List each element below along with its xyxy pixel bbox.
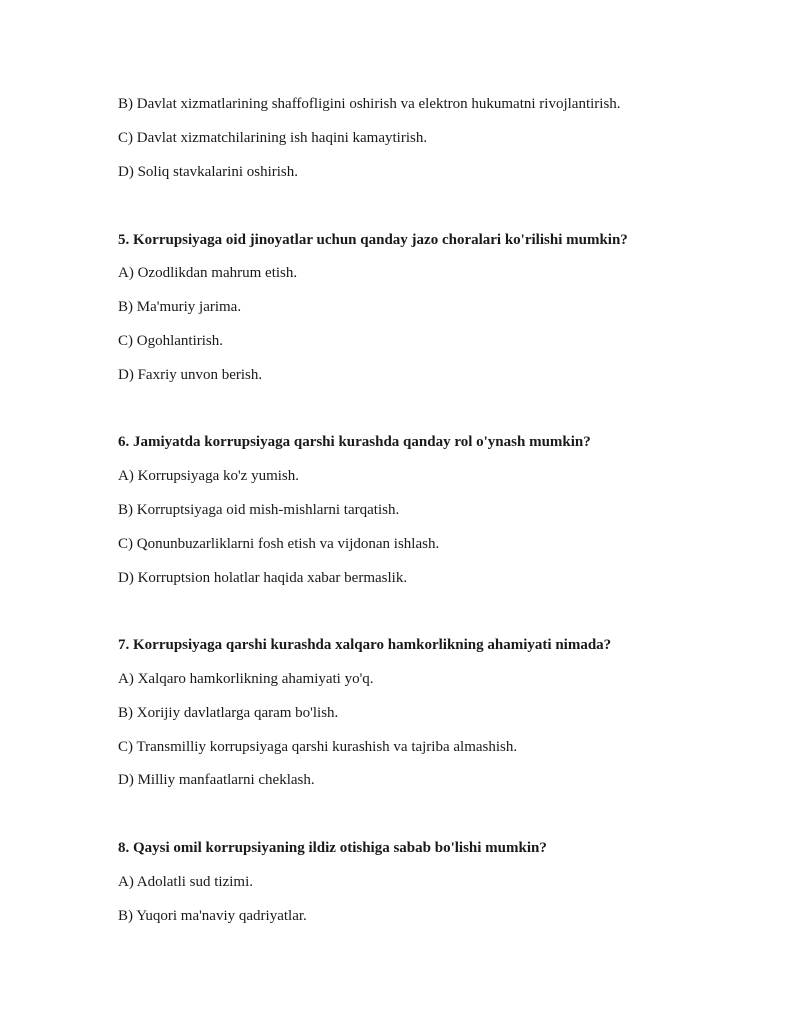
- option-4d: D) Soliq stavkalarini oshirish.: [118, 164, 298, 180]
- option-4c: C) Davlat xizmatchilarining ish haqini kamaytirish.: [118, 130, 428, 146]
- option-8b: B) Yuqori ma'naviy qadriyatlar.: [118, 908, 307, 924]
- option-6c: C) Qonunbuzarliklarni fosh etish va vijdonan ishlash.: [118, 536, 440, 552]
- option-8a: A) Adolatli sud tizimi.: [118, 874, 253, 890]
- question-8: 8. Qaysi omil korrupsiyaning ildiz otishiga sabab bo'lishi mumkin?: [118, 840, 547, 856]
- option-5a: A) Ozodlikdan mahrum etish.: [118, 265, 298, 281]
- option-5d: D) Faxriy unvon berish.: [118, 367, 263, 383]
- option-6d: D) Korruptsion holatlar haqida xabar bermaslik.: [118, 570, 408, 586]
- option-5b: B) Ma'muriy jarima.: [118, 299, 242, 315]
- option-6b: B) Korruptsiyaga oid mish-mishlarni tarqatish.: [118, 502, 400, 518]
- option-5c: C) Ogohlantirish.: [118, 333, 223, 349]
- option-4b: B) Davlat xizmatlarining shaffofligini oshirish va elektron hukumatni rivojlantirish.: [118, 96, 621, 112]
- option-7a: A) Xalqaro hamkorlikning ahamiyati yo'q.: [118, 671, 374, 687]
- option-7c: C) Transmilliy korrupsiyaga qarshi kurashish va tajriba almashish.: [118, 739, 518, 755]
- question-5: 5. Korrupsiyaga oid jinoyatlar uchun qanday jazo choralari ko'rilishi mumkin?: [118, 232, 628, 248]
- option-7d: D) Milliy manfaatlarni cheklash.: [118, 772, 315, 788]
- option-7b: B) Xorijiy davlatlarga qaram bo'lish.: [118, 705, 339, 721]
- question-7: 7. Korrupsiyaga qarshi kurashda xalqaro hamkorlikning ahamiyati nimada?: [118, 637, 612, 653]
- option-6a: A) Korrupsiyaga ko'z yumish.: [118, 468, 300, 484]
- question-6: 6. Jamiyatda korrupsiyaga qarshi kurashda qanday rol o'ynash mumkin?: [118, 434, 591, 450]
